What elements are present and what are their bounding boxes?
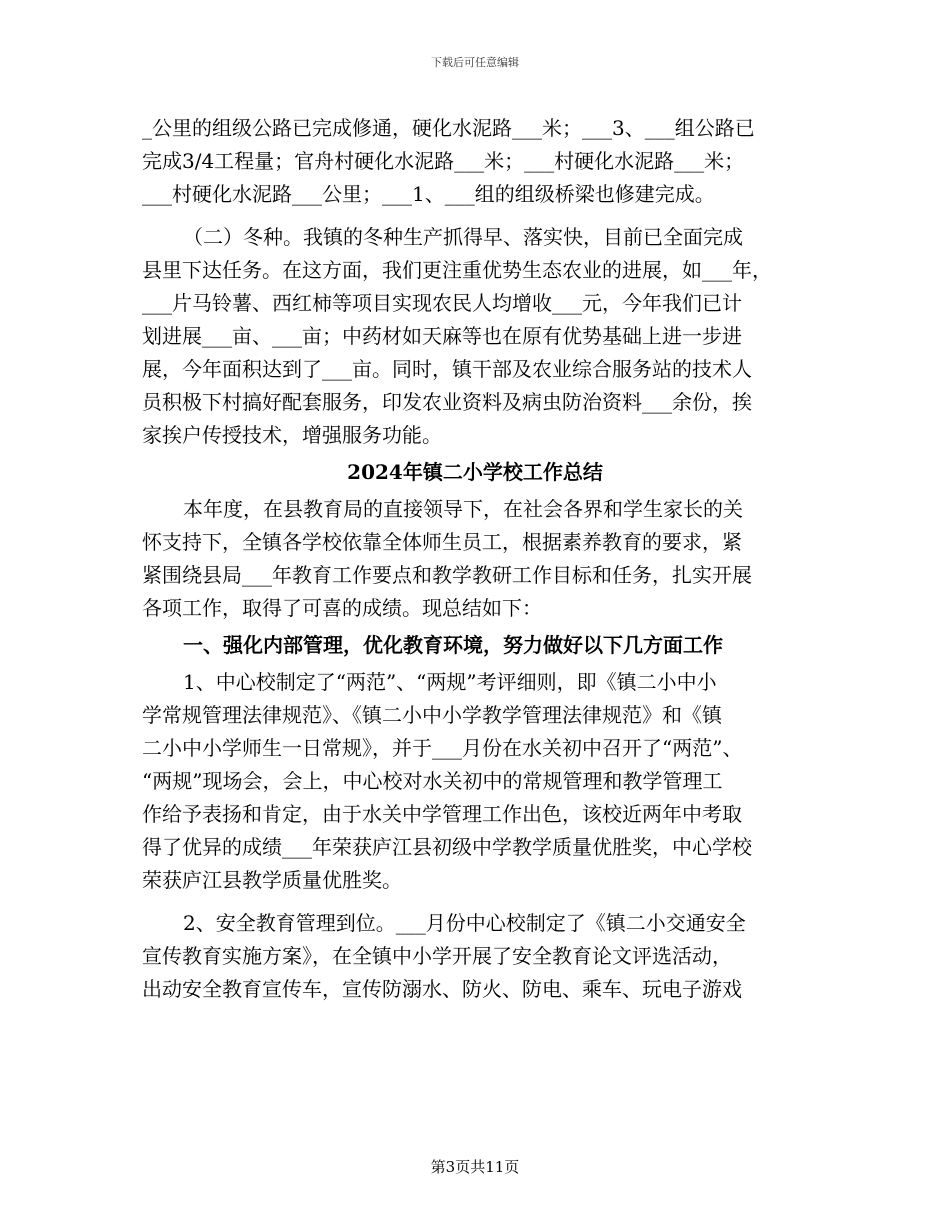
text-line: _公里的组级公路已完成修通，硬化水泥路___米；___3、___组公路已 bbox=[142, 116, 755, 140]
paragraph-intro bbox=[142, 493, 808, 625]
paragraph-item-1 bbox=[142, 666, 808, 897]
section-heading: 一、强化内部管理，优化教育环境，努力做好以下几方面工作 bbox=[183, 633, 723, 657]
text-line: 紧围绕县局___年教育工作要点和教学教研工作目标和任务，扎实开展 bbox=[142, 563, 752, 587]
text-line: 1、中心校制定了“两范”、“两规”考评细则，即《镇二小中小 bbox=[183, 670, 717, 694]
text-line: 作给予表扬和肯定，由于水关中学管理工作出色，该校近两年中考取 bbox=[142, 802, 742, 826]
paragraph-item-2 bbox=[142, 907, 808, 1006]
text-line: 本年度，在县教育局的直接领导下，在社会各界和学生家长的关 bbox=[183, 497, 743, 521]
text-line: 出动安全教育宣传车，宣传防溺水、防火、防电、乘车、玩电子游戏 bbox=[142, 977, 742, 1001]
text-line: 展，今年面积达到了___亩。同时，镇干部及农业综合服务站的技术人 bbox=[142, 357, 752, 381]
text-line: 员积极下村搞好配套服务，印发农业资料及病虫防治资料___余份，挨 bbox=[142, 390, 752, 414]
text-line: 划进展___亩、___亩；中药材如天麻等也在原有优势基础上进一步进 bbox=[142, 324, 742, 348]
text-line: ___片马铃薯、西红柿等项目实现农民人均增收___元，今年我们已计 bbox=[142, 291, 742, 315]
text-line: 学常规管理法律规范》、《镇二小中小学教学管理法律规范》和《镇 bbox=[142, 703, 722, 727]
text-line: 家挨户传授技术，增强服务功能。 bbox=[142, 423, 442, 447]
text-line: 完成3/4工程量；官舟村硬化水泥路___米；___村硬化水泥路___米； bbox=[142, 149, 745, 173]
page-number: 第3页共11页 bbox=[430, 1158, 520, 1176]
text-line: 各项工作，取得了可喜的成绩。现总结如下： bbox=[142, 596, 542, 620]
document-title: 2024年镇二小学校工作总结 bbox=[347, 460, 603, 484]
document-body bbox=[142, 112, 808, 1006]
text-line: 宣传教育实施方案》，在全镇中小学开展了安全教育论文评选活动， bbox=[142, 944, 732, 968]
text-line: ___村硬化水泥路___公里；___1、___组的组级桥梁也修建完成。 bbox=[142, 182, 715, 206]
paragraph-road-construction bbox=[142, 112, 808, 211]
text-line: 二小中小学师生一日常规》，并于___月份在水关初中召开了“两范”、 bbox=[142, 736, 743, 760]
text-line: 2、安全教育管理到位。___月份中心校制定了《镇二小交通安全 bbox=[183, 911, 746, 935]
text-line: 荣获庐江县教学质量优胜奖。 bbox=[142, 868, 402, 892]
text-line: “两规”现场会，会上，中心校对水关初中的常规管理和教学管理工 bbox=[142, 769, 723, 793]
text-line: 怀支持下，全镇各学校依靠全体师生员工，根据素养教育的要求，紧 bbox=[142, 530, 742, 554]
text-line: 得了优异的成绩___年荣获庐江县初级中学教学质量优胜奖，中心学校 bbox=[142, 835, 752, 859]
header-note: 下载后可任意编辑 bbox=[431, 56, 519, 69]
text-line: （二）冬种。我镇的冬种生产抓得早、落实快，目前已全面完成 bbox=[183, 225, 743, 249]
paragraph-winter-planting bbox=[142, 221, 808, 452]
text-line: 县里下达任务。在这方面，我们更注重优势生态农业的进展，如___年， bbox=[142, 258, 772, 282]
